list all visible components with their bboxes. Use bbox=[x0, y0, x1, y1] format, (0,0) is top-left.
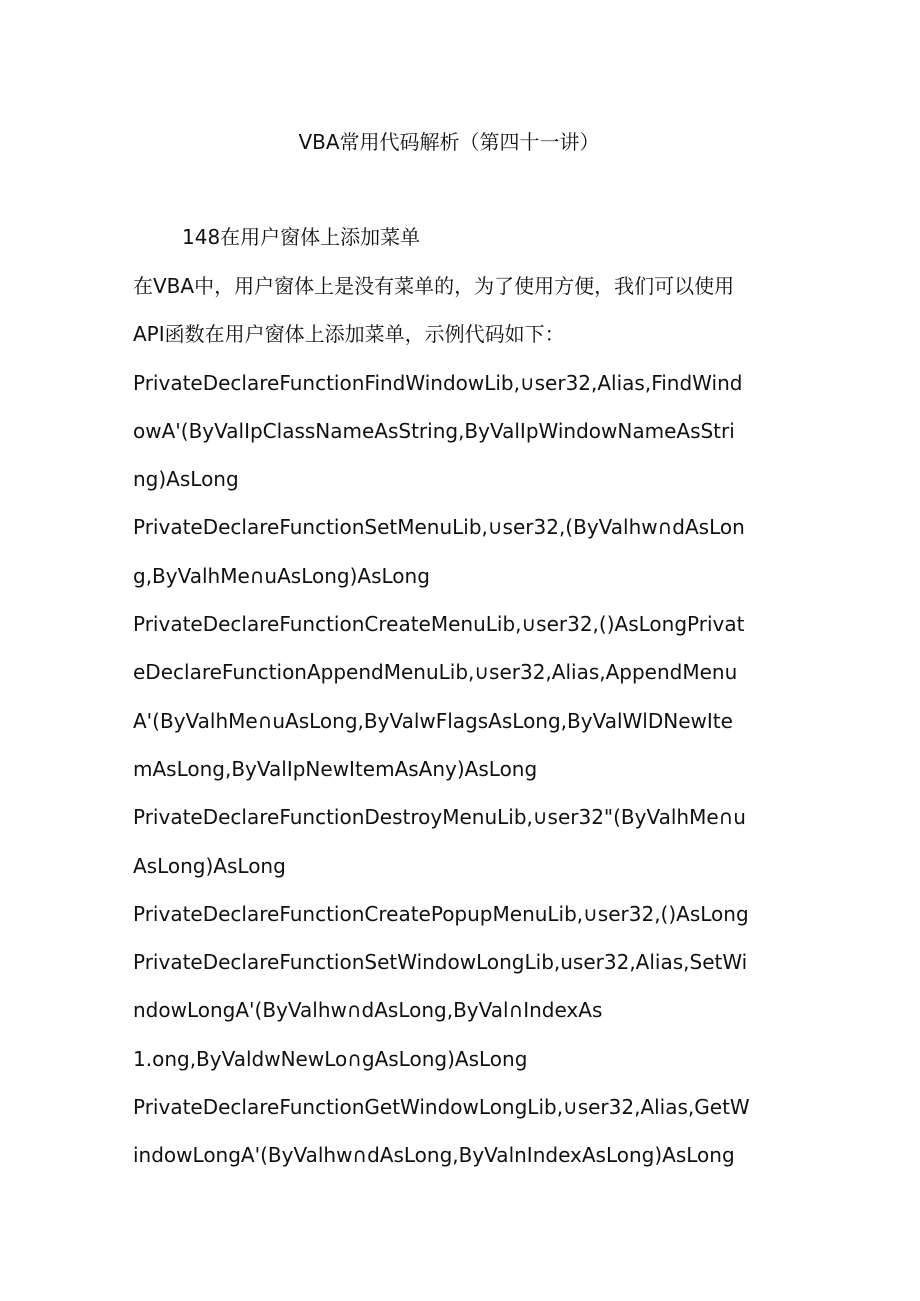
document-title: VBA常用代码解析（第四十一讲） bbox=[298, 130, 600, 154]
code-line: PrivateDeclareFunctionGetWindowLongLib,∪ser32,Alias,GetW bbox=[133, 1095, 750, 1120]
code-line: ndowLongA'(ByValhw∩dAsLong,ByVal∩IndexAs bbox=[133, 998, 603, 1023]
code-line: indowLongA'(ByValhw∩dAsLong,ByValnIndexAsLong)AsLong bbox=[133, 1143, 735, 1168]
section-heading: 148在用户窗体上添加菜单 bbox=[182, 225, 421, 249]
code-line: owA'(ByValIpClassNameAsString,ByValIpWindowNameAsStri bbox=[133, 418, 735, 443]
text-line: 在VBA中，用户窗体上是没有菜单的，为了使用方便，我们可以使用 bbox=[133, 274, 735, 298]
code-line: PrivateDeclareFunctionFindWindowLib,∪ser32,Alias,FindWind bbox=[133, 370, 743, 395]
code-line: g,ByValhMe∩uAsLong)AsLong bbox=[133, 563, 430, 588]
text-line: API函数在用户窗体上添加菜单，示例代码如下： bbox=[133, 322, 565, 347]
code-line: 1.ong,ByValdwNewLo∩gAsLong)AsLong bbox=[133, 1046, 528, 1071]
code-line: A'(ByValhMe∩uAsLong,ByValwFlagsAsLong,ByValWlDNewIte bbox=[133, 708, 733, 733]
body-text bbox=[133, 271, 793, 1189]
code-line: PrivateDeclareFunctionDestroyMenuLib,∪ser32"(ByValhMe∩u bbox=[133, 805, 746, 830]
code-line: AsLong)AsLong bbox=[133, 853, 286, 878]
code-line: ng)AsLong bbox=[133, 467, 239, 492]
code-line: PrivateDeclareFunctionCreatePopupMenuLib,∪ser32,()AsLong bbox=[133, 901, 749, 926]
code-line: PrivateDeclareFunctionSetMenuLib,∪ser32,(ByValhw∩dAsLon bbox=[133, 515, 745, 540]
code-line: mAsLong,ByValIpNewItemAsAny)AsLong bbox=[133, 756, 538, 781]
code-line: PrivateDeclareFunctionSetWindowLongLib,user32,Alias,SetWi bbox=[133, 950, 748, 975]
code-line: PrivateDeclareFunctionCreateMenuLib,∪ser32,()AsLongPrivat bbox=[133, 612, 745, 637]
code-line: eDeclareFunctionAppendMenuLib,∪ser32,Alias,AppendMenu bbox=[133, 660, 738, 685]
